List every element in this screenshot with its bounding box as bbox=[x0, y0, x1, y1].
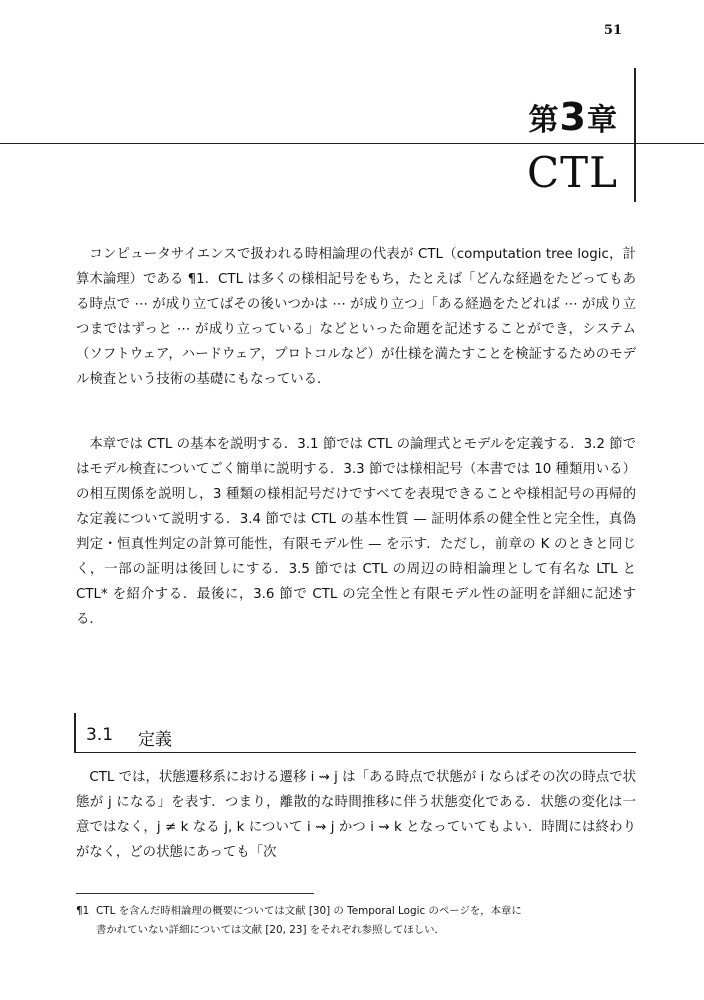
footnote bbox=[76, 902, 638, 940]
chapter-label bbox=[529, 95, 618, 139]
paragraph-text: コンピュータサイエンスで扱われる時相論理の代表が CTL（computation tree logic，計算木論理）である ¶1．CTL は多くの様相記号をもち，たとえば「どんな経過をたどってもある時点で ⋯ が成り立てばその後いつかは ⋯ が成り立つ」「ある経過をたどれば ⋯ が成り立つまではずっと ⋯ が成り立っている」などといった命題を記述することができ，システム（ソフトウェア，ハードウェア，プロトコルなど）が仕様を満たすことを検証するためのモデル検査という技術の基礎にもなっている． bbox=[76, 247, 636, 387]
chapter-label-prefix: 第 bbox=[528, 103, 560, 138]
page-number: 51 bbox=[603, 23, 622, 38]
section-number: 3.1 bbox=[86, 725, 114, 745]
footnote-line-1 bbox=[76, 902, 638, 921]
overview-paragraph bbox=[76, 432, 636, 632]
footnote-text: CTL を含んだ時相論理の概要については文献 [30] の Temporal Logic のページを，本章に bbox=[96, 905, 522, 917]
section-vertical-rule bbox=[74, 713, 76, 753]
chapter-horizontal-rule bbox=[0, 143, 704, 144]
paragraph-text: 本章では CTL の基本を説明する．3.1 節では CTL の論理式とモデルを定義する．3.2 節ではモデル検査についてごく簡単に説明する．3.3 節では様相記号（本書では 10 種類用いる）の相互関係を説明し，3 種類の様相記号だけですべてを表現できることや様相記号の再帰的な定義について説明する．3.4 節では CTL の基本性質 — 証明体系の健全性と完全性，真偽判定・恒真性判定の計算可能性，有限モデル性 — を示す．ただし，前章の K のときと同じく，一部の証明は後回しにする．3.5 節では CTL の周辺の時相論理として有名な LTL と CTL* を紹介する．最後に，3.6 節で CTL の完全性と有限モデル性の証明を詳細に記述する． bbox=[76, 437, 636, 627]
footnote-mark: ¶1 bbox=[76, 905, 90, 917]
section-horizontal-rule bbox=[74, 752, 636, 753]
intro-paragraph bbox=[76, 242, 636, 392]
section-title: 定義 bbox=[138, 730, 172, 750]
paragraph-text: CTL では，状態遷移系における遷移 i ⇝ j は「ある時点で状態が i ならばその次の時点で状態が j になる」を表す．つまり，離散的な時間推移に伴う状態変化である．状態の変化は一意ではなく，j ≠ k なる j, k について i ⇝ j かつ i ⇝ k となっていてもよい．時間には終わりがなく，どの状態にあっても「次 bbox=[76, 770, 636, 860]
section-heading bbox=[74, 713, 636, 753]
footnote-line-2: 書かれていない詳細については文献 [20, 23] をそれぞれ参照してほしい． bbox=[96, 924, 445, 936]
chapter-number: 3 bbox=[559, 95, 587, 139]
chapter-title: CTL bbox=[526, 148, 618, 197]
chapter-label-suffix: 章 bbox=[587, 103, 618, 138]
chapter-vertical-rule bbox=[634, 68, 636, 202]
footnote-rule bbox=[76, 893, 314, 894]
definition-paragraph bbox=[76, 765, 636, 865]
